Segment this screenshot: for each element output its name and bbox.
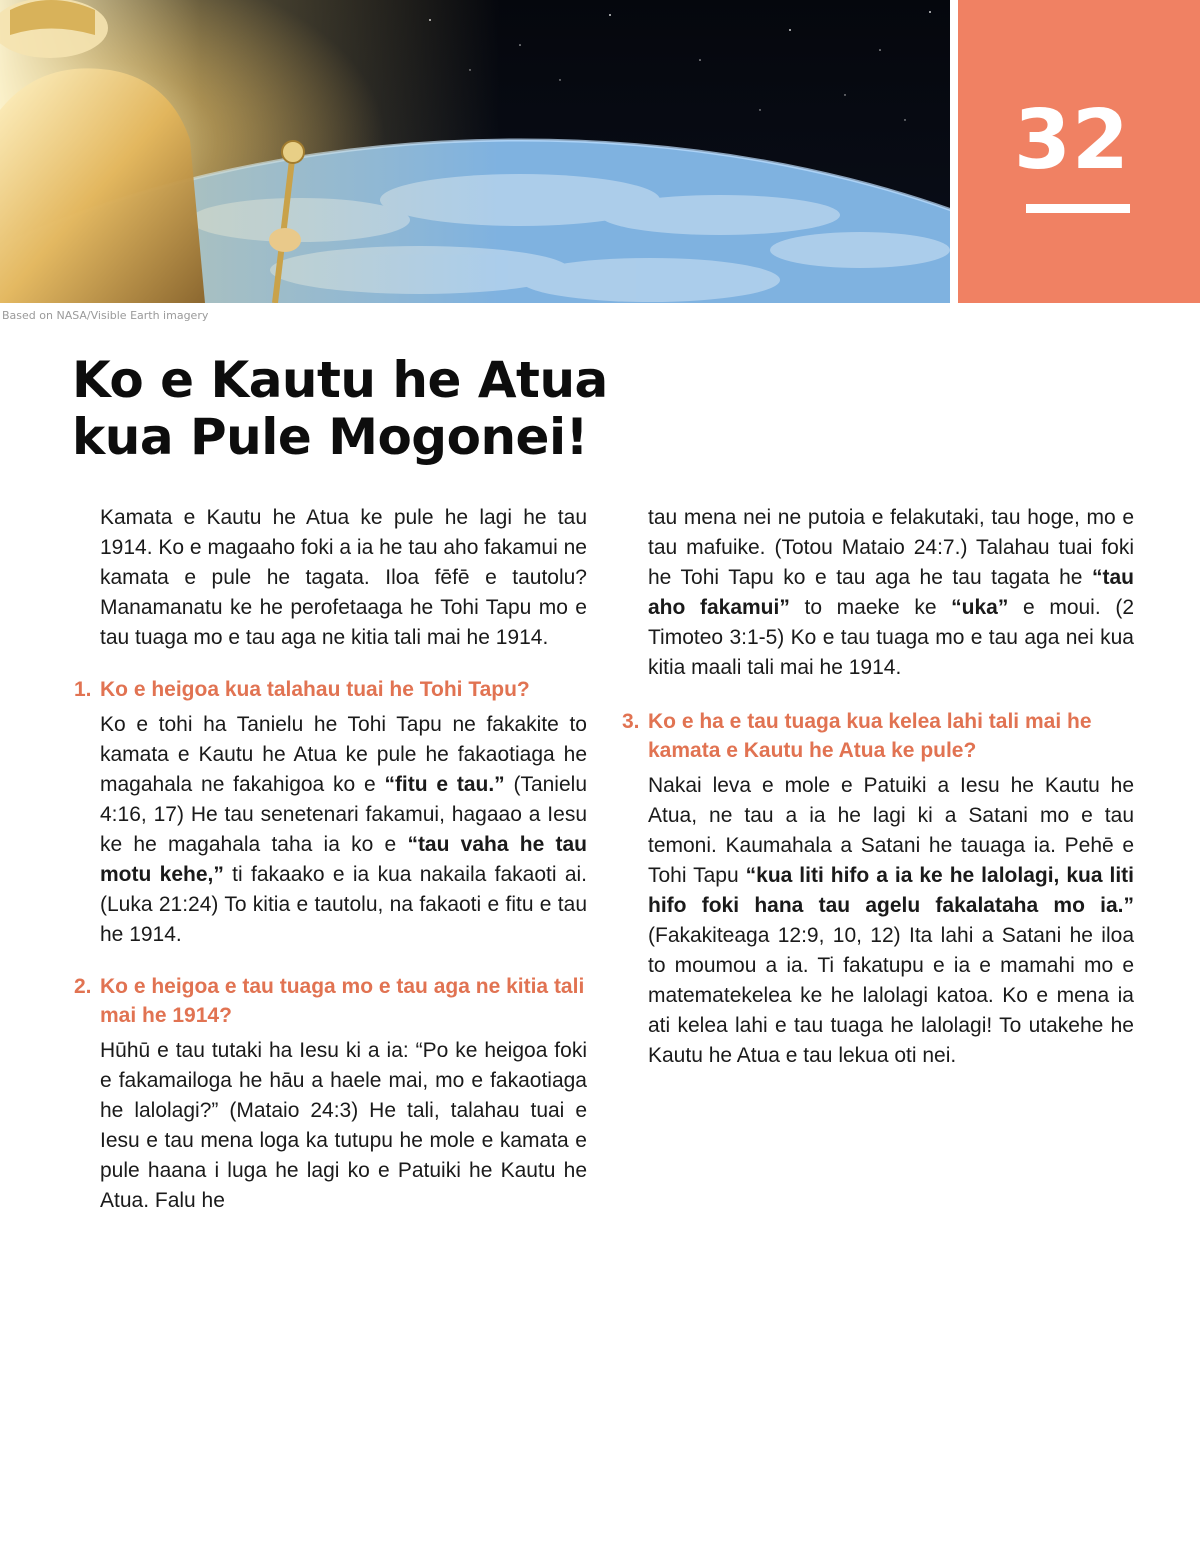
quoted-scripture: “fitu e tau.” xyxy=(384,773,505,796)
question-1 xyxy=(74,675,587,704)
answer-text: Ko e tohi ha Tanielu he Tohi Tapu ne fakakite to kamata e Kautu he Atua ke pule he fakaotiaga he magahala ne fakahigoa ko e xyxy=(100,713,587,796)
answer-1-paragraph xyxy=(74,710,587,950)
question-2 xyxy=(74,972,587,1030)
quoted-scripture: “tau vaha he tau motu kehe,” xyxy=(100,833,587,886)
lesson-badge xyxy=(958,0,1200,303)
answer-text: Nakai leva e mole e Patuiki a Iesu he Kautu he Atua, ne tau a ia he lagi ki a Satani mo e tau temoni. Kaumahala a Satani he tauaga ia. Pehē e Tohi Tapu xyxy=(648,774,1134,887)
king-over-earth-image xyxy=(0,0,950,303)
answer-2-paragraph-part2 xyxy=(622,503,1134,683)
left-column xyxy=(74,503,587,1216)
answer-3-paragraph xyxy=(622,771,1134,1071)
intro-paragraph: Kamata e Kautu he Atua ke pule he lagi he tau 1914. Ko e magaaho foki a ia he tau aho fakamui ne kamata e pule he tagata. Iloa fēfē e tautolu? Manamanatu ke he perofetaaga he Tohi Tapu mo e tau tuaga mo e tau aga ne kitia tali mai he 1914. xyxy=(100,506,587,649)
answer-text: (Tanielu 4:16, 17) He tau senetenari fakamui, hagaao a Iesu ke he magahala taha ia ko e xyxy=(100,773,587,856)
page-title xyxy=(72,352,672,466)
question-text: Ko e ha e tau tuaga kua kelea lahi tali mai he kamata e Kautu he Atua ke pule? xyxy=(648,710,1092,762)
answer-text: tau mena nei ne putoia e felakutaki, tau hoge, mo e tau mafuike. (Totou Mataio 24:7.) Talahau tuai foki he Tohi Tapu ko e tau aga he tau tagata he xyxy=(648,506,1134,589)
answer-text: (Fakakiteaga 12:9, 10, 12) Ita lahi a Satani he iloa to moumou a ia. Ti fakatupu e ia e mamahi mo e matematekelea ke he lalolagi katoa. Ko e mena ia ati kelea lahi e tau tuaga he lalolagi! To utakehe he Kautu he Atua e tau lekua oti nei. xyxy=(648,924,1134,1067)
quoted-scripture: “uka” xyxy=(951,596,1009,619)
title-line-2: kua Pule Mogonei! xyxy=(72,408,588,466)
lesson-number-underline xyxy=(1026,204,1130,213)
question-text: Ko e heigoa kua talahau tuai he Tohi Tapu? xyxy=(100,678,530,701)
answer-text: e moui. (2 Timoteo 3:1-5) Ko e tau tuaga mo e tau aga nei kua kitia maali tali mai he 1914. xyxy=(648,596,1134,679)
hero-image xyxy=(0,0,950,303)
quoted-scripture: “kua liti hifo a ia ke he lalolagi, kua liti hifo foki hana tau agelu fakalataha mo ia.” xyxy=(648,864,1134,917)
question-3 xyxy=(622,707,1134,765)
right-column xyxy=(622,503,1134,1071)
quoted-scripture: “tau aho fakamui” xyxy=(648,566,1134,619)
answer-text: ti fakaako e ia kua nakaila fakaoti ai. (Luka 21:24) To kitia e tautolu, na fakaoti e fitu e tau he 1914. xyxy=(100,863,587,946)
question-number: 3. xyxy=(622,710,640,733)
answer-2-paragraph-part1 xyxy=(74,1036,587,1216)
question-number: 1. xyxy=(74,678,92,701)
question-text: Ko e heigoa e tau tuaga mo e tau aga ne kitia tali mai he 1914? xyxy=(100,975,585,1027)
title-line-1: Ko e Kautu he Atua xyxy=(72,351,608,409)
question-number: 2. xyxy=(74,975,92,998)
lesson-number: 32 xyxy=(1013,93,1130,188)
answer-text: Hūhū e tau tutaki ha Iesu ki a ia: “Po ke heigoa foki e fakamailoga he hāu a haele mai, mo e fakaotiaga he lalolagi?” (Mataio 24:3) He tali, talahau tuai e Iesu e tau mena loga ka tutupu he mole e kamata e pule haana i luga he lagi ko e Patuiki he Kautu he Atua. Falu he xyxy=(100,1039,587,1212)
image-credit: Based on NASA/Visible Earth imagery xyxy=(2,309,209,322)
answer-text: to maeke ke xyxy=(789,596,952,619)
